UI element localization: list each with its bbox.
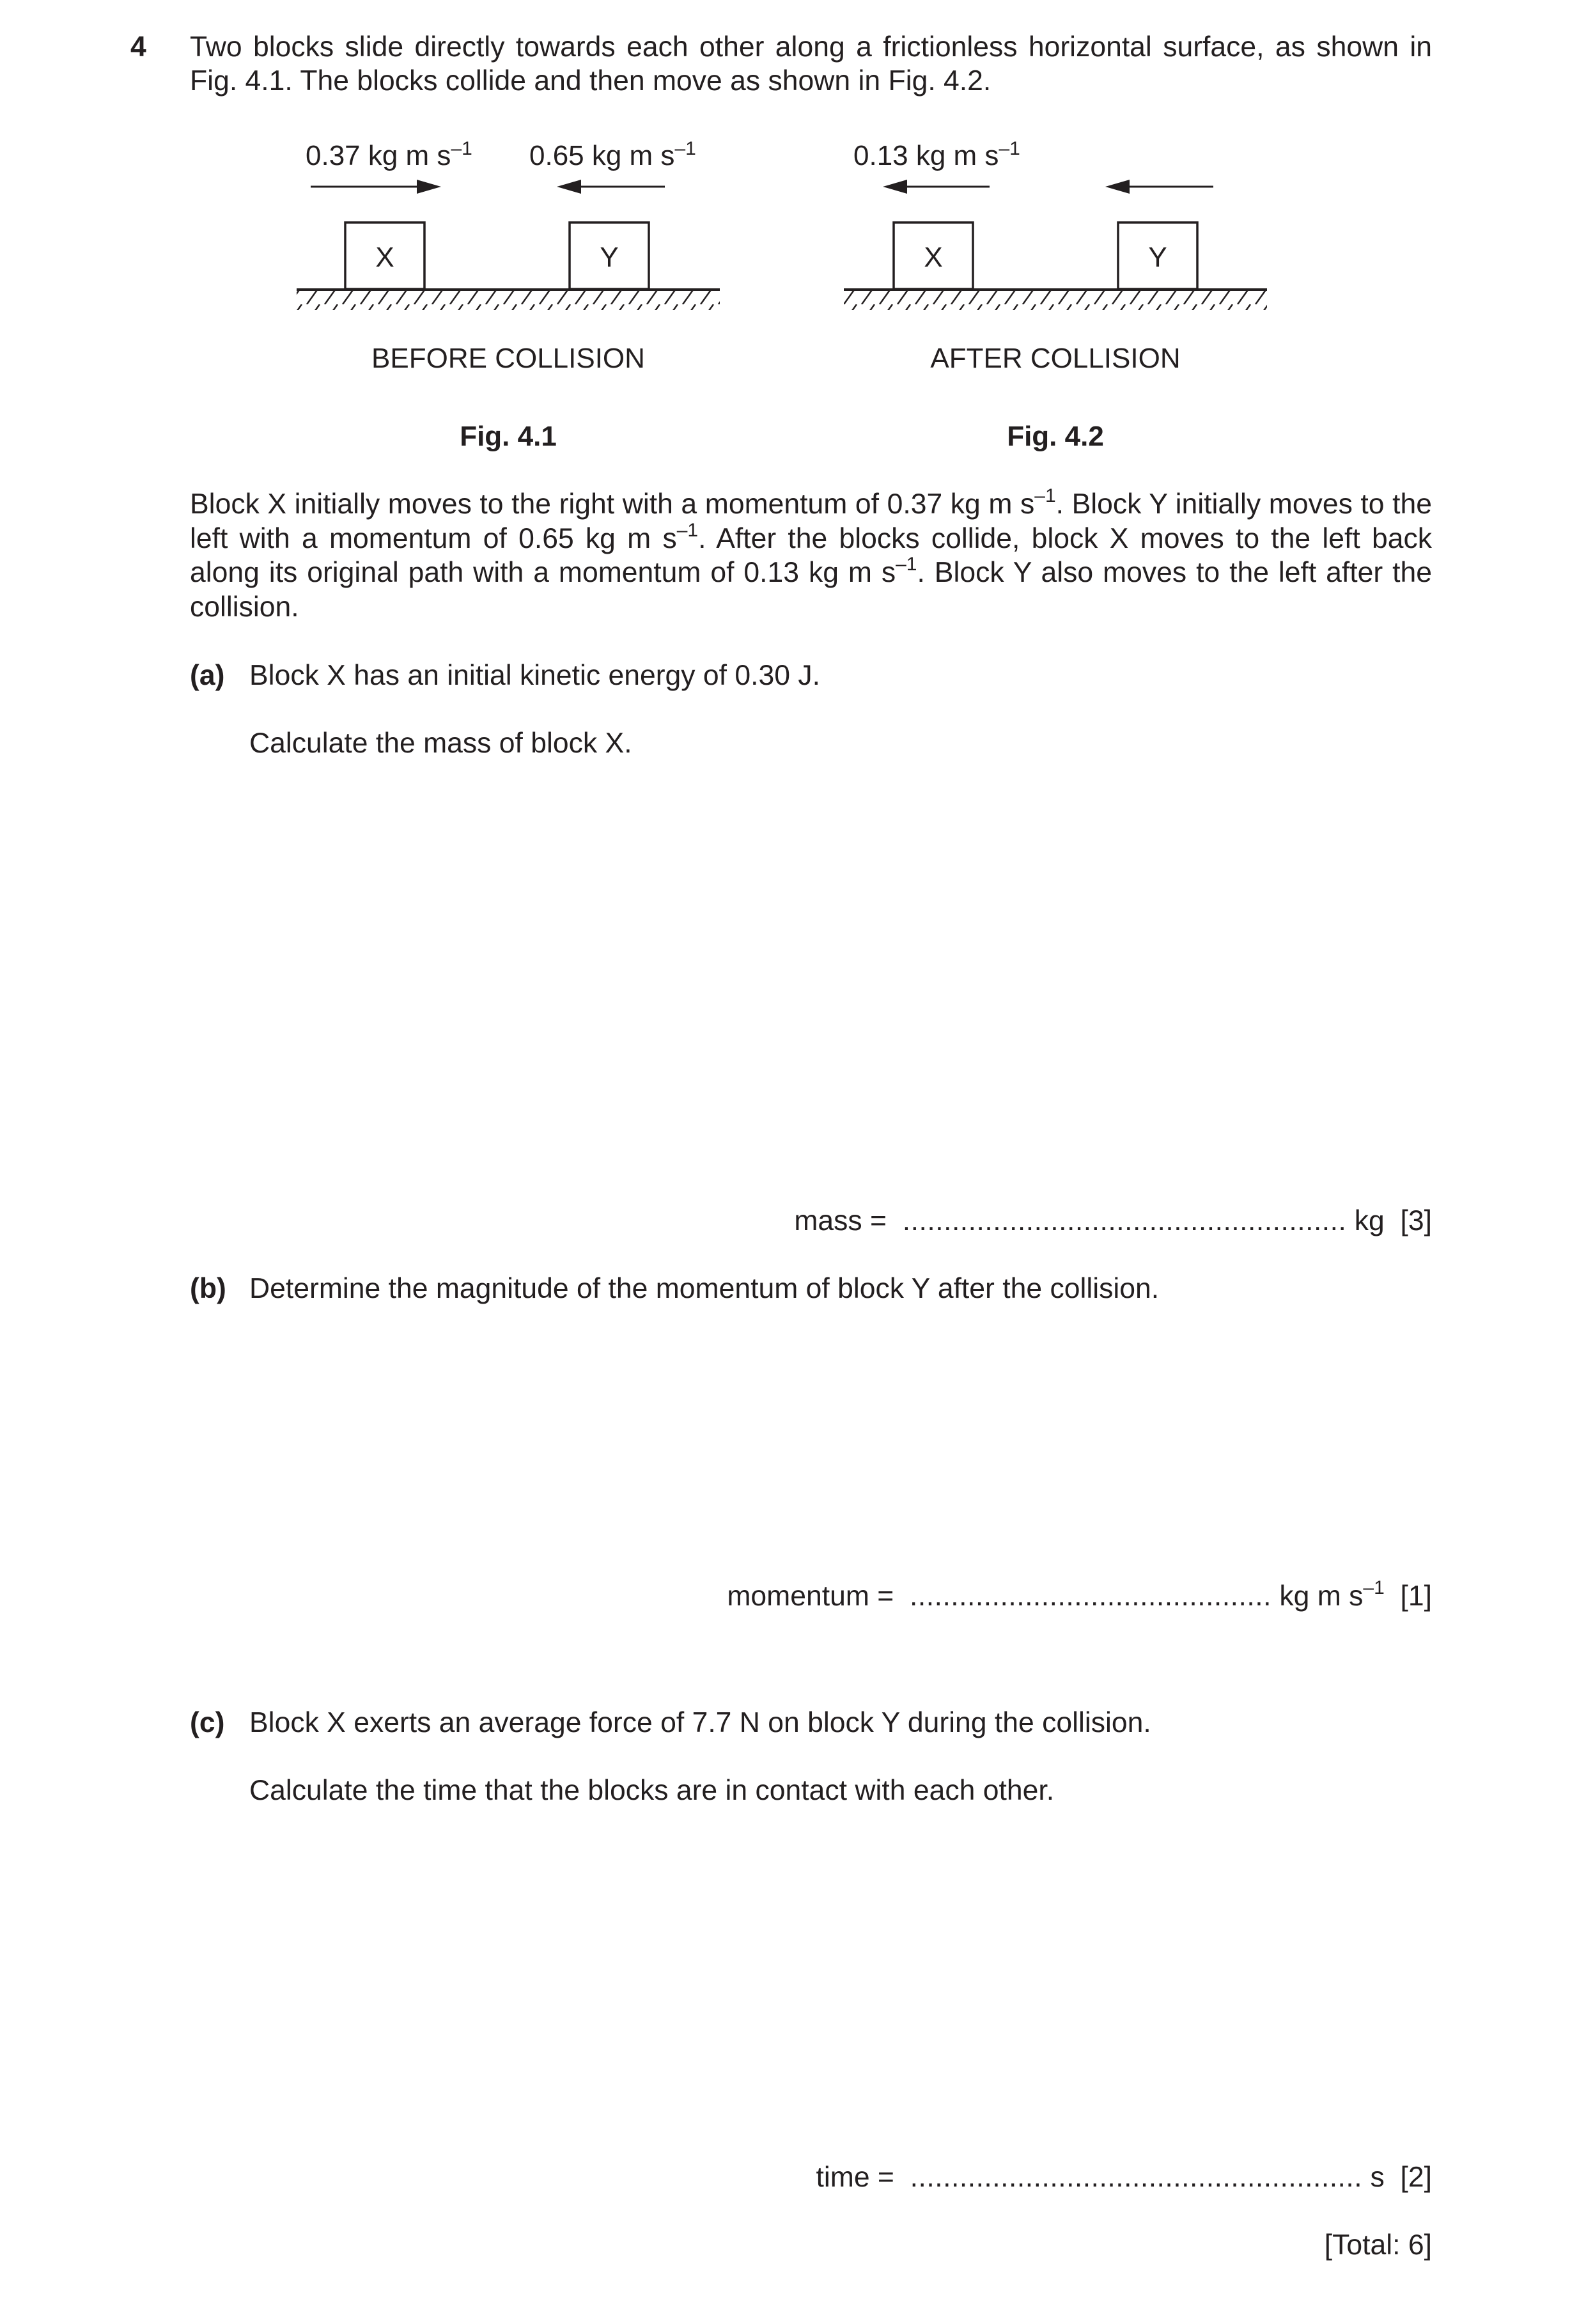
part-c-answer-line: time = ....................................................... s [2] <box>816 2162 1432 2193</box>
part-a-label: (a) <box>190 660 225 691</box>
total-marks: [Total: 6] <box>1324 2229 1432 2261</box>
after-ground-hatch <box>844 291 1267 310</box>
part-b-answer-field[interactable]: ............................................ <box>909 1580 1271 1612</box>
part-a-instruction: Calculate the mass of block X. <box>249 728 632 759</box>
part-a-answer-label: mass = <box>794 1205 887 1236</box>
part-c-text: Block X exerts an average force of 7.7 N on block Y during the collision. <box>249 1707 1151 1738</box>
before-x-momentum-label: 0.37 kg m $s^{-1}$ <box>306 138 472 171</box>
part-b-text: Determine the magnitude of the momentum of block Y after the collision. <box>249 1273 1160 1304</box>
part-c-label: (c) <box>190 1707 225 1738</box>
before-ground-hatch <box>297 291 720 310</box>
part-a-text: Block X has an initial kinetic energy of 0.30 J. <box>249 660 820 691</box>
question-intro-line2: Fig. 4.1. The blocks collide and then move as shown in Fig. 4.2. <box>190 65 991 97</box>
fig-4-1-label: Fig. 4.1 <box>460 421 557 452</box>
part-c-instruction: Calculate the time that the blocks are in contact with each other. <box>249 1775 1055 1806</box>
before-caption: BEFORE COLLISION <box>371 343 645 374</box>
part-b-label: (b) <box>190 1273 226 1304</box>
after-y-arrow-head <box>1105 180 1130 194</box>
part-b-answer-label: momentum = <box>727 1580 894 1612</box>
part-c-answer-label: time = <box>816 2162 894 2193</box>
before-block-x-label: X <box>375 242 394 273</box>
collision-figures <box>0 121 1586 480</box>
after-caption: AFTER COLLISION <box>930 343 1181 374</box>
before-y-momentum-label: 0.65 kg m $s^{-1}$ <box>529 138 696 171</box>
after-block-y-label: Y <box>1148 242 1167 273</box>
fig-4-2-label: Fig. 4.2 <box>1007 421 1104 452</box>
question-intro-line1: Two blocks slide directly towards each other along a frictionless horizontal surface, as shown in <box>190 31 1432 63</box>
after-block-x-label: X <box>924 242 943 273</box>
figure-before <box>297 138 720 452</box>
question-number: 4 <box>130 31 146 63</box>
part-c-answer-field[interactable]: ....................................................... <box>910 2162 1363 2193</box>
after-x-momentum-label: 0.13 kg m $s^{-1}$ <box>853 138 1020 171</box>
before-x-arrow-head <box>417 180 441 194</box>
part-a-answer-line: mass = ...................................................... kg [3] <box>794 1205 1432 1236</box>
part-b-answer-line: momentum = ............................................ kg m $s^{-1}$ [1] <box>727 1577 1432 1612</box>
before-block-y-label: Y <box>600 242 619 273</box>
description-paragraph: Block X initially moves to the right with a momentum of 0.37 kg m $s^{-1}$. Block Y initially moves to the left with a momentum of 0.65 kg m $s^{-1}$. After the blocks collide, block X moves to the left back along its original path with a momentum of 0.13 kg m $s^{-1}$. Block Y also moves to the left after the collision. <box>190 485 1433 623</box>
before-y-arrow-head <box>557 180 581 194</box>
figure-after <box>844 138 1267 452</box>
part-a-answer-field[interactable]: ...................................................... <box>902 1205 1347 1236</box>
after-x-arrow-head <box>883 180 907 194</box>
